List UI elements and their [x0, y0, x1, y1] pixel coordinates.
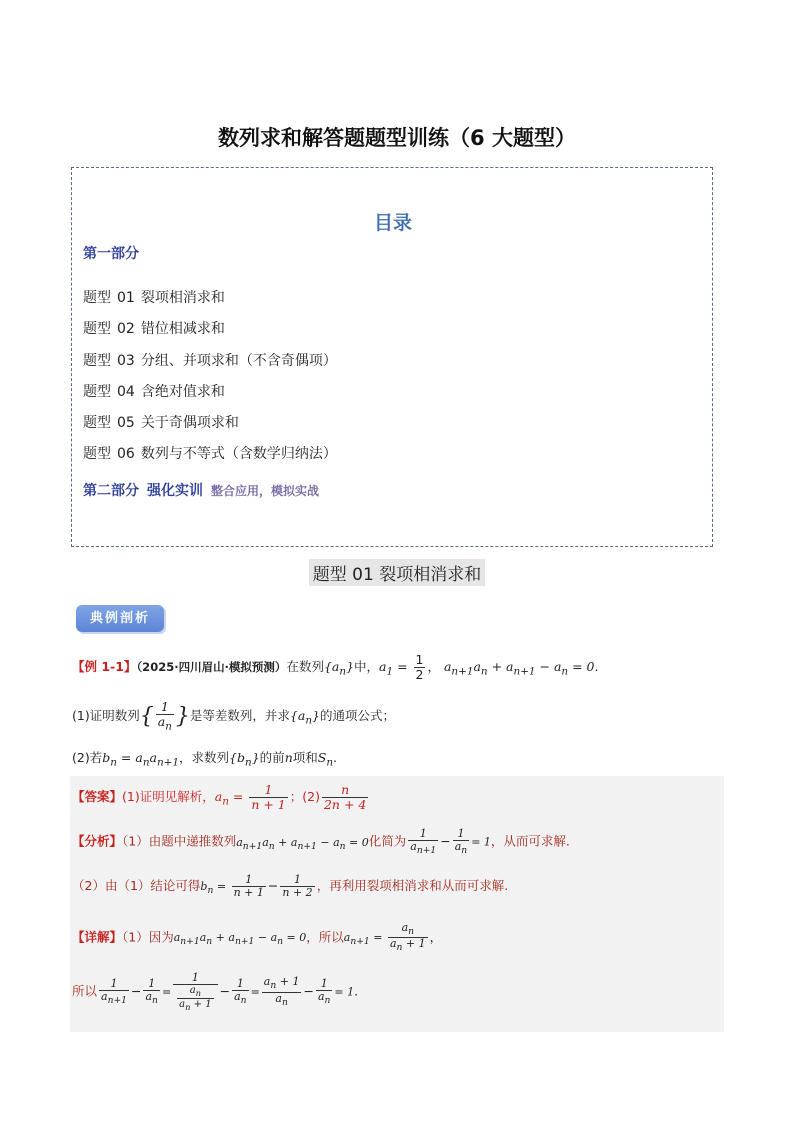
- analysis-text: ，从而可求解.: [490, 833, 570, 849]
- toc-item[interactable]: [83, 380, 337, 411]
- toc-item-num: 02: [117, 321, 135, 338]
- math-frac: $\frac{1}{a_n}$: [157, 699, 172, 733]
- toc-heading: 目录: [373, 212, 412, 234]
- math-frac: $\frac{a_n + 1}{a_n}$: [263, 975, 300, 1008]
- detail-text: （1）因为: [122, 929, 174, 945]
- q2-text: 的前: [259, 750, 285, 765]
- math-frac: $\frac{1}{2}$: [415, 652, 424, 682]
- answer-text: ；(2): [289, 788, 320, 804]
- toc-item[interactable]: [83, 442, 337, 473]
- math-frac: $\frac{1}{a_n}$: [234, 977, 247, 1007]
- toc-item[interactable]: [83, 349, 337, 380]
- page-title: 数列求和解答题题型训练（6 大题型）: [218, 126, 576, 150]
- toc-item-num: 03: [117, 352, 135, 369]
- toc-item-label: 题型: [83, 383, 111, 400]
- math-frac: $\frac{1}{n + 2}$: [282, 873, 313, 900]
- toc-part2-label: 第二部分: [83, 483, 139, 499]
- toc-part2-subtitle: 整合应用，模拟实战: [211, 484, 320, 498]
- math-recurrence: $a_{n+1}a_n + a_{n+1} - a_n = 0$: [443, 658, 595, 678]
- math-frac: $\frac{1}{a_{n+1}}$: [101, 977, 127, 1007]
- question-1: (1)证明数列{ $\frac{1}{a_n}$ }是等差数列，并求$\{a_n\}$的通项公式；: [72, 699, 395, 733]
- math-frac: $\frac{1}{\frac{a_n}{a_n + 1}}$: [173, 972, 217, 1012]
- toc-item-num: 04: [117, 383, 135, 400]
- example-intro: 在数列: [286, 658, 324, 674]
- detail-line-2: 所以 $\frac{1}{a_{n+1}}$ − $\frac{1}{a_n}$ = $\frac{1}{\frac{a_n}{a_n + 1}}$ − $\frac{1}{a_n}$ = $\frac{a_n + 1}{a_n}$ − $\frac{1}{a_n}$ = 1.: [72, 971, 359, 1013]
- toc-box: [71, 167, 713, 547]
- analysis-text: （2）由（1）结论可得: [72, 878, 201, 894]
- toc-part1: 第一部分: [83, 246, 139, 262]
- toc-item-text: 裂项相消求和: [140, 290, 225, 306]
- math-a1: $a_1$ =: [379, 658, 412, 678]
- toc-item[interactable]: [83, 317, 337, 348]
- section-heading: [0, 559, 794, 586]
- analysis-text: 化简为: [368, 833, 407, 849]
- toc-item-num: 06: [117, 446, 135, 463]
- math-seq-an: $\{a_n\}$: [289, 707, 320, 727]
- example-statement: 【例 1-1】（2025·四川眉山·模拟预测）在数列$\{a_n\}$中，$a_1$ = $\frac{1}{2}$ ， $a_{n+1}a_n + a_{n+1} - a_n = 0$.: [72, 652, 599, 682]
- math-frac: $\frac{n}{2n + 4}$: [323, 782, 367, 812]
- q1-text: 的通项公式；: [319, 707, 395, 723]
- toc-item[interactable]: [83, 286, 337, 317]
- toc-item-label: 题型: [83, 290, 111, 306]
- q2-text: 若: [89, 750, 103, 765]
- q2-text: 项和: [292, 750, 318, 765]
- toc-item-num: 01: [117, 290, 135, 306]
- q1-text: 是等差数列，并求: [189, 707, 290, 723]
- q1-text: 证明数列: [89, 707, 140, 723]
- q2-text: ，求数列: [179, 750, 230, 765]
- toc-item-label: 题型: [83, 352, 111, 369]
- detail-line-1: 【详解】（1）因为$a_{n+1}a_n + a_{n+1} - a_n = 0$，所以$a_{n+1}$ = $\frac{a_n}{a_n + 1}$ ，: [72, 921, 443, 954]
- math-frac: $\frac{1}{n + 1}$: [251, 782, 286, 812]
- example-tag: 【例 1-1】: [72, 658, 137, 674]
- detail-tag: 【详解】: [72, 929, 123, 945]
- math-frac: $\frac{1}{a_{n+1}}$: [410, 827, 437, 857]
- question-2: (2)若$b_n = a_na_{n+1}$，求数列$\{b_n\}$的前n项和$S_n$.: [72, 750, 338, 769]
- toc-item-text: 数列与不等式（含数学归纳法）: [140, 446, 337, 463]
- toc-item-num: 05: [117, 415, 135, 432]
- analysis-text: ，再利用裂项相消求和从而可求解.: [316, 878, 509, 894]
- detail-text: 所以: [72, 983, 98, 999]
- math-frac: $\frac{1}{n + 1}$: [233, 873, 264, 900]
- toc-list: [83, 286, 337, 474]
- math-frac: $\frac{1}{a_n}$: [454, 827, 468, 857]
- analysis-line-2: （2）由（1）结论可得$b_n$ = $\frac{1}{n + 1}$ − $\frac{1}{n + 2}$ ，再利用裂项相消求和从而可求解.: [72, 873, 509, 900]
- q1-label: (1): [72, 707, 90, 723]
- analysis-line-1: 【分析】（1）由题中递推数列$a_{n+1}a_n + a_{n+1} - a_n = 0$化简为 $\frac{1}{a_{n+1}}$ − $\frac{1}{a_n}$ = 1，从而可求解.: [72, 827, 570, 857]
- math-frac: $\frac{1}{a_n}$: [145, 977, 158, 1007]
- example-source: （2025·四川眉山·模拟预测）: [136, 659, 287, 674]
- toc-item-text: 含绝对值求和: [140, 383, 225, 400]
- toc-item-label: 题型: [83, 415, 111, 432]
- q2-label: (2): [72, 750, 90, 765]
- example-badge: 典例剖析: [76, 605, 164, 632]
- toc-item-text: 关于奇偶项求和: [140, 415, 239, 432]
- detail-text: ，所以: [306, 929, 344, 945]
- toc-item-text: 分组、并项求和（不含奇偶项）: [140, 352, 337, 369]
- math-frac: $\frac{a_n}{a_n + 1}$: [389, 921, 426, 954]
- answer-text: (1)证明见解析，: [122, 788, 215, 804]
- toc-item[interactable]: [83, 411, 337, 442]
- math-bn: $b_n = a_na_{n+1}$: [102, 750, 180, 769]
- toc-item-text: 错位相减求和: [140, 321, 225, 338]
- answer-line: 【答案】(1)证明见解析，$a_n$ = $\frac{1}{n + 1}$ ；(2) $\frac{n}{2n + 4}$: [72, 782, 367, 812]
- answer-tag: 【答案】: [72, 788, 123, 804]
- toc-part2-title: 强化实训: [147, 483, 203, 499]
- math-frac: $\frac{1}{a_n}$: [317, 977, 331, 1007]
- toc-item-label: 题型: [83, 321, 111, 338]
- math-seq-an: $\{a_n\}$: [323, 658, 355, 678]
- toc-part2: [83, 480, 319, 500]
- analysis-text: （1）由题中递推数列: [122, 833, 237, 849]
- toc-item-label: 题型: [83, 446, 111, 463]
- analysis-tag: 【分析】: [72, 833, 123, 849]
- section-title: 题型 01 裂项相消求和: [309, 559, 485, 586]
